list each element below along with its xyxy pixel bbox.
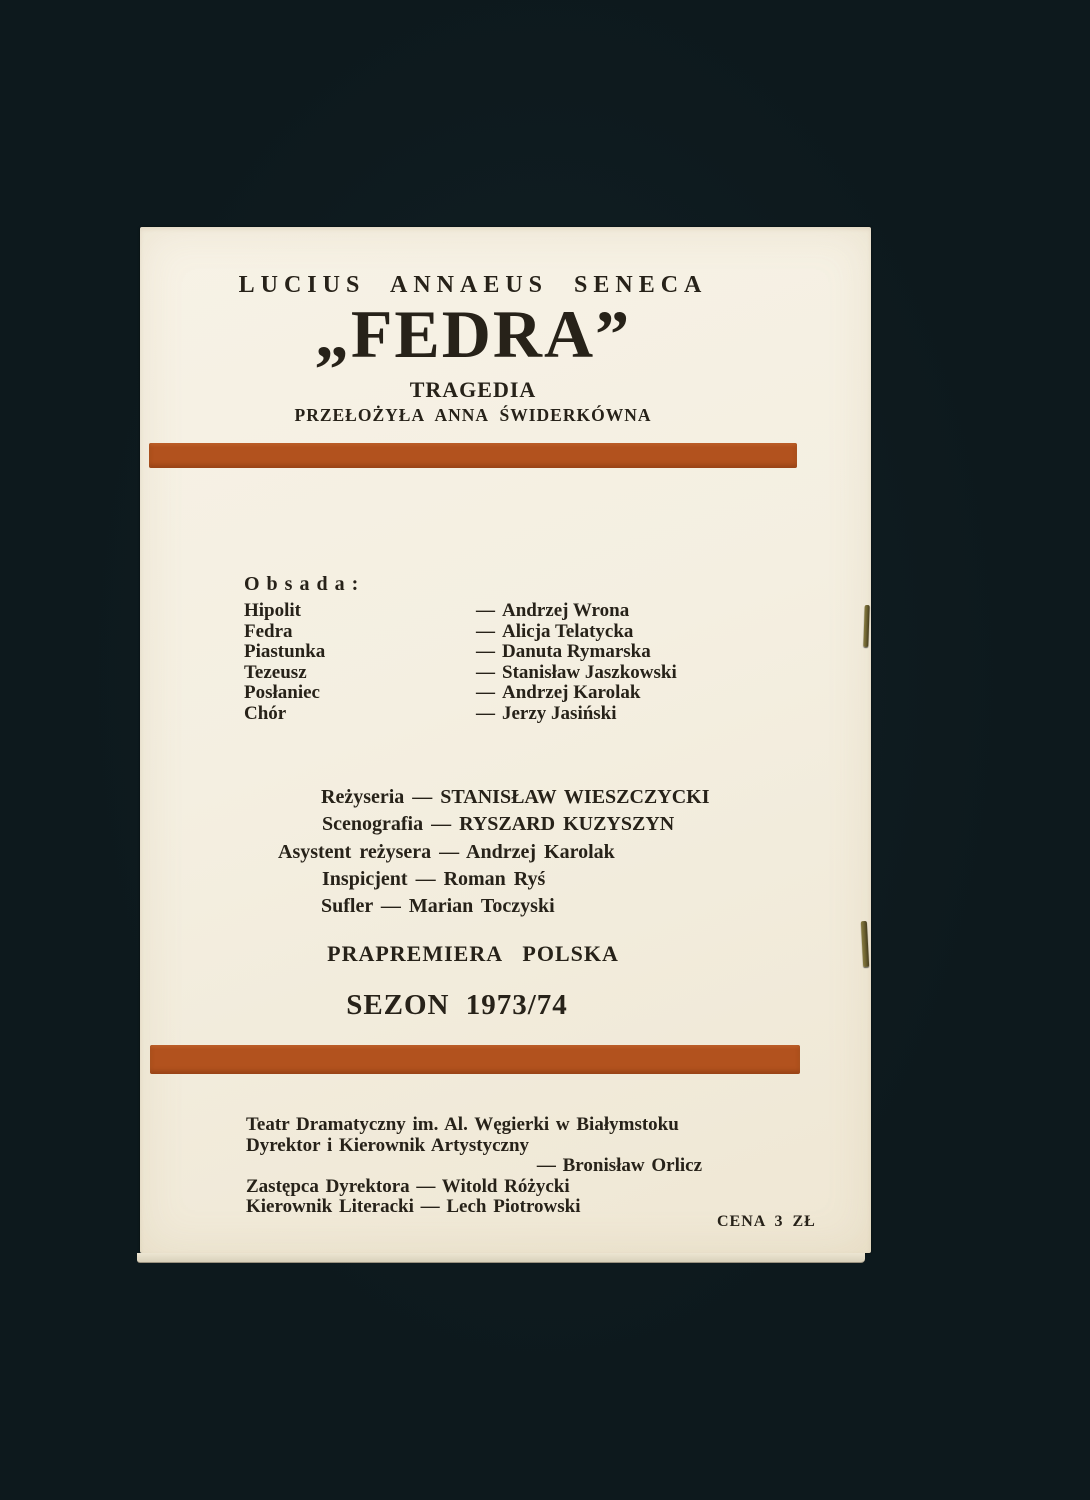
cast-actor: Andrzej Karolak <box>502 682 641 704</box>
season-line: SEZON 1973/74 <box>346 989 568 1021</box>
literary-manager-line: Kierownik Literacki — Lech Piotrowski <box>246 1196 581 1217</box>
cast-role: Posłaniec <box>244 682 320 704</box>
em-dash: — <box>476 641 495 663</box>
credit-line-scenography: Scenografia — RYSZARD KUZYSZYN <box>322 813 675 836</box>
cast-row <box>244 601 744 622</box>
staple-top <box>863 605 869 647</box>
cast-role: Hipolit <box>244 600 302 621</box>
em-dash: — <box>476 702 495 724</box>
cast-actor: Jerzy Jasiński <box>502 702 617 724</box>
staple-bottom <box>861 921 869 967</box>
deputy-director-line: Zastępca Dyrektora — Witold Różycki <box>246 1175 570 1197</box>
program-page <box>140 227 871 1253</box>
credits-section <box>140 784 871 920</box>
cast-actor: Alicja Telatycka <box>502 620 634 642</box>
cast-actor: Danuta Rymarska <box>502 641 651 663</box>
play-title: „FEDRA” <box>314 296 632 372</box>
translator-line: PRZEŁOŻYŁA ANNA ŚWIDERKÓWNA <box>294 405 652 425</box>
page-under-edge <box>137 1253 865 1263</box>
accent-bar-top <box>149 443 797 468</box>
cast-role: Chór <box>244 702 287 724</box>
director-title: Dyrektor i Kierownik Artystyczny <box>246 1134 530 1156</box>
cast-row <box>244 622 744 643</box>
footer-section <box>246 1115 806 1218</box>
em-dash: — <box>476 661 495 683</box>
cast-role: Fedra <box>244 620 293 642</box>
cast-row <box>244 704 744 725</box>
cast-list <box>244 601 744 725</box>
cast-heading: Obsada: <box>244 573 366 595</box>
cast-row <box>244 663 744 684</box>
credit-line-prompter: Sufler — Marian Toczyski <box>321 895 555 918</box>
cast-role: Tezeusz <box>244 661 307 683</box>
price-label: CENA 3 ZŁ <box>717 1213 816 1230</box>
accent-bar-bottom <box>150 1045 800 1074</box>
play-genre: TRAGEDIA <box>409 377 537 402</box>
credit-line-stage-manager: Inspicjent — Roman Ryś <box>322 867 546 890</box>
director-name: — Bronisław Orlicz <box>536 1155 702 1176</box>
author-line: LUCIUS ANNAEUS SENECA <box>238 272 708 298</box>
em-dash: — <box>476 600 495 621</box>
em-dash: — <box>476 620 495 642</box>
credit-line-director: Reżyseria — STANISŁAW WIESZCZYCKI <box>321 786 710 808</box>
cast-row <box>244 683 744 704</box>
theatre-name: Teatr Dramatyczny im. Al. Węgierki w Białymstoku <box>246 1114 679 1135</box>
premiere-line: PRAPREMIERA POLSKA <box>327 941 619 966</box>
credit-line-assistant: Asystent reżysera — Andrzej Karolak <box>278 840 615 863</box>
em-dash: — <box>476 682 495 704</box>
cast-row <box>244 642 744 663</box>
cast-role: Piastunka <box>244 641 326 663</box>
cast-actor: Andrzej Wrona <box>502 600 630 621</box>
cast-actor: Stanisław Jaszkowski <box>502 661 677 683</box>
